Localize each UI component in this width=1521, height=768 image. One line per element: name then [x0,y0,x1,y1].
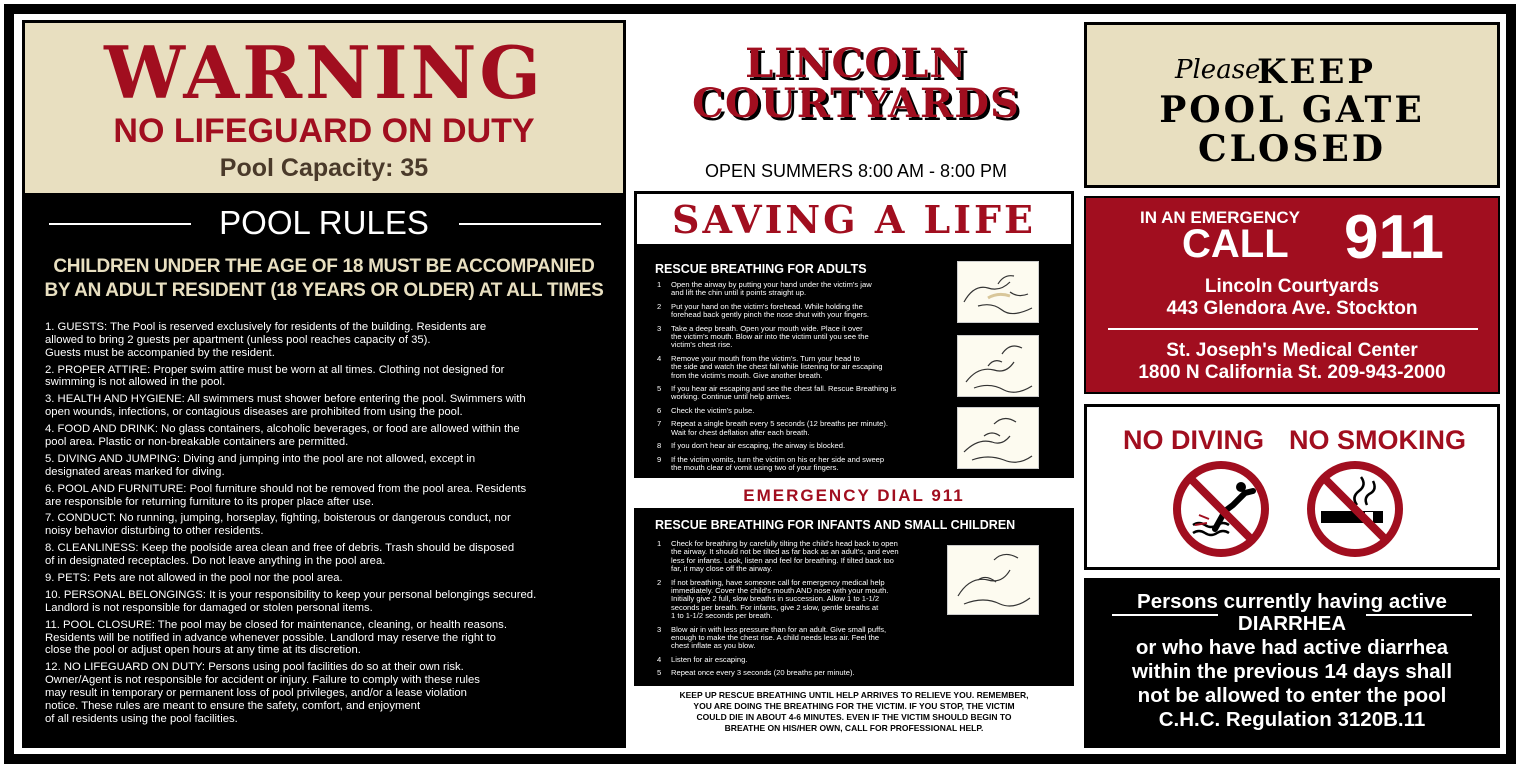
pool-capacity-text: Pool Capacity: 35 [219,154,429,182]
keep-text: KEEP [1257,52,1376,92]
children-notice [25,255,623,303]
rule-item: 10. PERSONAL BELONGINGS: It is your responsibility to keep your personal belongings secured. Landlord is not responsible for damaged or stolen personal items. [45,589,537,614]
in-an-emergency-text: IN AN EMERGENCY [1140,208,1300,227]
step-item: 5 If you hear air escaping and see the chest fall. Rescue Breathing is working. Continue until help arrives. [657,384,896,402]
saving-a-life-panel [634,191,1074,478]
rule-item: 12. NO LIFEGUARD ON DUTY: Persons using pool facilities do so at their own risk. Owner/Agent is not responsible for accident or injury. Failure to comply with these rules may result in temporary or permanent loss of pool privileges, and/or a lease violation notice. These rules are meant to ensure the safety, comfort, and enjoyment of all residents using the pool facilities. [45,661,480,725]
property-name-line2: COURTYARDS [692,80,1020,127]
pool-gate-text: POOL GATE [1159,89,1425,131]
pool-rules-heading [25,203,623,243]
emergency-contact-panel [1084,196,1500,394]
diarrhea-line3: or who have had active diarrhea [1135,636,1449,659]
pool-rules-title: POOL RULES [219,204,429,241]
diarrhea-line5: not be allowed to enter the pool [1137,684,1447,707]
step-item: 3 Blow air in with less pressure than for an adult. Give small puffs, enough to make the chest rise. A child needs less air. Feel the chest inflate as you blow. [657,624,887,651]
step-item: 4 Listen for air escaping. [657,654,748,664]
rule-item: 4. FOOD AND DRINK: No glass containers, alcoholic beverages, or food are allowed within the pool area. Plastic or non-breakable containers are permitted. [45,423,520,448]
rule-item: 7. CONDUCT: No running, jumping, horseplay, fighting, boisterous or dangerous conduct, nor noisy behavior disturbing to other residents. [45,512,511,538]
children-notice-line2: BY AN ADULT RESIDENT (18 YEARS OR OLDER) AT ALL TIMES [44,280,604,301]
property-name-line1: LINCOLN [745,40,967,87]
step-item: 1 Open the airway by putting your hand under the victim's jaw and lift the chin until it points straight up. [657,280,872,298]
prohibitions-sign [1084,404,1500,570]
children-notice-line1: CHILDREN UNDER THE AGE OF 18 MUST BE ACCOMPANIED [53,256,595,277]
diarrhea-line4: within the previous 14 days shall [1131,660,1453,683]
rescue-illustration-tilt [957,261,1039,323]
no-diving-icon [1171,459,1271,559]
address-name: Lincoln Courtyards [1204,276,1380,297]
keep-up-notice: KEEP UP RESCUE BREATHING UNTIL HELP ARRIVES TO RELIEVE YOU. REMEMBER, YOU ARE DOING THE BREATHING FOR THE VICTIM. IF YOU STOP, THE VICTIM COULD DIE IN ABOUT 4-6 MINUTES. EVEN IF THE VICTIM SHOULD BEGIN TO BREATHE ON HIS/HER OWN, CALL FOR PROFESSIONAL HELP. [679,690,1029,733]
rescue-illustration-pinch [957,335,1039,397]
rule-item: 1. GUESTS: The Pool is reserved exclusively for residents of the building. Residents are allowed to bring 2 guests per apartment (unless pool reaches capacity of 35). Guests must be accompanied by the resident. [45,321,487,359]
step-item: 8 If you don't hear air escaping, the airway is blocked. [657,441,846,451]
step-item: 6 Check the victim's pulse. [657,405,755,415]
keep-gate-closed-sign [1084,22,1500,188]
diarrhea-line2: DIARRHEA [1237,612,1347,635]
no-lifeguard-text: NO LIFEGUARD ON DUTY [113,112,535,150]
step-item: 2 Put your hand on the victim's forehead. While holding the forehead back gently pinch the nose shut with your fingers. [657,301,869,320]
step-item: 5 Repeat once every 3 seconds (20 breaths per minute). [657,668,855,678]
divider [459,223,601,225]
rescue-illustration-breath [957,407,1039,469]
please-text: Please [1175,55,1261,85]
rule-item: 9. PETS: Pets are not allowed in the pool nor the pool area. [45,572,343,585]
property-name [636,40,1076,127]
no-smoking-icon [1305,459,1405,559]
infants-steps-list [657,540,957,683]
no-diving-label: NO DIVING [1123,425,1265,455]
infants-panel [634,508,1074,686]
diarrhea-line1: Persons currently having active [1137,590,1447,613]
rule-item: 11. POOL CLOSURE: The pool may be closed for maintenance, cleaning, or health reasons. Residents will be notified in advance whenever possible. Landlord may reserve the right to close the pool or adjust open hours at any time at its discretion. [45,618,507,657]
step-item: 3 Take a deep breath. Open your mouth wide. Place it over the victim's mouth. Blow air into the victim until you see the victim's chest rise. [657,323,869,350]
rule-item: 6. POOL AND FURNITURE: Pool furniture should not be removed from the pool area. Residents are responsible for returning furniture to its proper place after use. [45,482,527,508]
no-smoking-label: NO SMOKING [1289,425,1467,455]
infants-section-title: RESCUE BREATHING FOR INFANTS AND SMALL CHILDREN [655,518,1016,532]
step-item: 2 If not breathing, have someone call for emergency medical help immediately. Cover the child's mouth AND nose with your mouth. Initially give 2 full, slow breaths in succession. Allow 1 to 1-1/2 seconds per breath. For infants, give 2 slow, gentle breaths at 1 to 1-1/2 seconds per breath. [657,577,889,621]
diarrhea-line6: C.H.C. Regulation 3120B.11 [1158,708,1426,731]
saving-a-life-title: SAVING A LIFE [637,194,1071,244]
rule-item: 3. HEALTH AND HYGIENE: All swimmers must shower before entering the pool. Swimmers with open wounds, infections, or contagious diseases are prohibited from using the pool. [45,393,526,419]
infant-rescue-illustration [947,545,1039,615]
divider [1366,614,1472,616]
emergency-dial-911: EMERGENCY DIAL 911 [743,486,965,505]
emergency-number: 911 [1344,203,1445,272]
call-text: CALL [1182,222,1289,266]
hospital-name: St. Joseph's Medical Center [1166,340,1418,361]
pool-rules-panel [22,20,626,748]
hospital-address: 1800 N California St. 209-943-2000 [1138,362,1446,383]
address-street: 443 Glendora Ave. Stockton [1166,298,1418,319]
warning-banner [25,23,623,193]
closed-text: CLOSED [1198,128,1386,170]
step-item: 1 Check for breathing by carefully tilting the child's head back to open the airway. It should not be tilted as far back as an adult's, and even less for infants. Look, listen and feel for breathing. If tilted back too far, it may close off the airway. [657,539,899,574]
open-hours: OPEN SUMMERS 8:00 AM - 8:00 PM [704,161,1008,181]
rule-item: 5. DIVING AND JUMPING: Diving and jumping into the pool are not allowed, except in designated areas marked for diving. [45,452,476,478]
rules-list [45,321,626,730]
step-item: 7 Repeat a single breath every 5 seconds (12 breaths per minute). Wait for chest deflation after each breath. [657,419,888,437]
diarrhea-notice [1084,578,1500,748]
adults-section-title: RESCUE BREATHING FOR ADULTS [655,262,867,276]
divider [1108,328,1478,330]
warning-title: WARNING [104,30,544,115]
adults-steps-list [657,281,957,477]
step-item: 9 If the victim vomits, turn the victim on his or her side and sweep the mouth clear of vomit using two of your fingers. [657,454,885,472]
step-item: 4 Remove your mouth from the victim's. Turn your head to the side and watch the chest fall while listening for air escaping from the victim's mouth. Give another breath. [657,353,883,380]
rule-item: 8. CLEANLINESS: Keep the poolside area clean and free of debris. Trash should be disposed of in designated receptacles. Do not leave anything in the pool area. [45,542,515,568]
rule-item: 2. PROPER ATTIRE: Proper swim attire must be worn at all times. Clothing not designed for swimming is not allowed in the pool. [45,363,505,389]
